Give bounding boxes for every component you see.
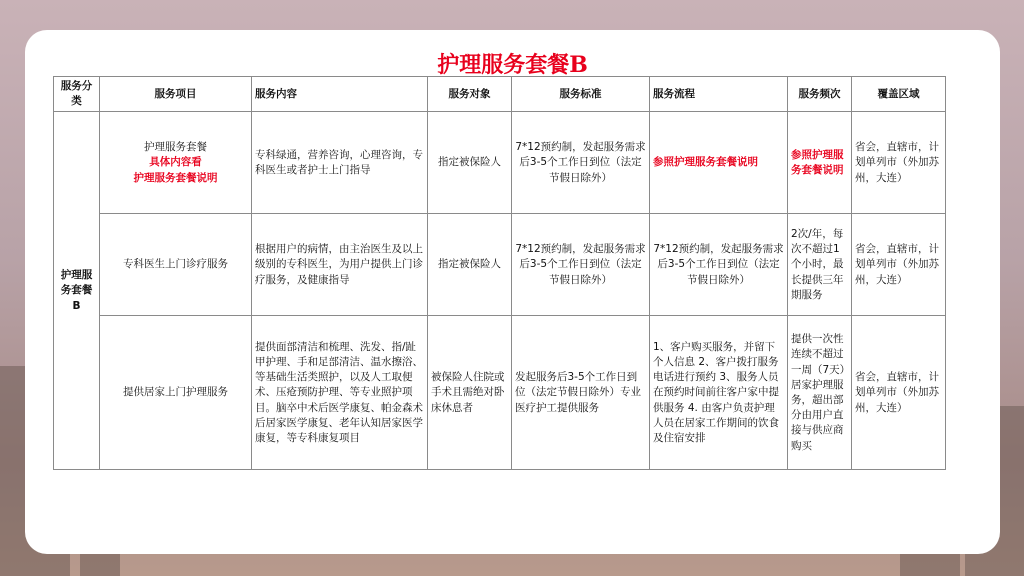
frequency-cell: 参照护理服务套餐说明 xyxy=(788,112,852,214)
header-process: 服务流程 xyxy=(650,77,788,112)
region-cell: 省会，直辖市，计划单列市（外加苏州，大连） xyxy=(852,112,946,214)
table-header-row xyxy=(54,77,946,112)
region-cell: 省会，直辖市，计划单列市（外加苏州，大连） xyxy=(852,316,946,470)
standard-cell: 7*12预约制，发起服务需求后3-5个工作日到位（法定节假日除外） xyxy=(512,214,650,316)
table-row xyxy=(54,316,946,470)
frequency-cell: 2次/年，每次不超过1个小时，最长提供三年期服务 xyxy=(788,214,852,316)
item-name: 护理服务套餐 xyxy=(144,141,207,154)
content-cell: 根据用户的病情，由主治医生及以上级别的专科医生，为用户提供上门诊疗服务，及健康指导 xyxy=(252,214,428,316)
target-cell: 被保险人住院或手术且需绝对卧床休息者 xyxy=(428,316,512,470)
header-item: 服务项目 xyxy=(100,77,252,112)
item-cell: 专科医生上门诊疗服务 xyxy=(100,214,252,316)
target-cell: 指定被保险人 xyxy=(428,112,512,214)
page-title: 护理服务套餐B xyxy=(437,52,588,78)
process-cell: 参照护理服务套餐说明 xyxy=(650,112,788,214)
standard-cell: 发起服务后3-5个工作日到位（法定节假日除外）专业医疗护工提供服务 xyxy=(512,316,650,470)
header-frequency: 服务频次 xyxy=(788,77,852,112)
item-note-link: 护理服务套餐说明 xyxy=(133,171,218,184)
service-table xyxy=(53,76,946,470)
standard-cell: 7*12预约制，发起服务需求后3-5个工作日到位（法定节假日除外） xyxy=(512,112,650,214)
content-cell: 提供面部清洁和梳理、洗发、指/趾甲护理、手和足部清洁、温水擦浴、等基础生活类照护，以及人工取便术、压疮预防护理、等专业照护项目。脑卒中术后医学康复、帕金森术后居家医学康复、老年认知居家医学康复，等专科康复项目 xyxy=(252,316,428,470)
header-target: 服务对象 xyxy=(428,77,512,112)
process-cell: 1、客户购买服务，并留下个人信息 2、客户拨打服务电话进行预约 3、服务人员在预约时间前往客户家中提供服务 4. 由客户负责护理人员在居家工作期间的饮食及住宿安排 xyxy=(650,316,788,470)
table-row xyxy=(54,214,946,316)
header-category: 服务分类 xyxy=(54,77,100,112)
frequency-cell: 提供一次性连续不超过一周（7天）居家护理服务，超出部分由用户直接与供应商购买 xyxy=(788,316,852,470)
category-cell: 护理服务套餐B xyxy=(54,112,100,470)
target-cell: 指定被保险人 xyxy=(428,214,512,316)
region-cell: 省会，直辖市，计划单列市（外加苏州，大连） xyxy=(852,214,946,316)
header-content: 服务内容 xyxy=(252,77,428,112)
content-cell: 专科绿通，营养咨询，心理咨询，专科医生或者护士上门指导 xyxy=(252,112,428,214)
table-row xyxy=(54,112,946,214)
item-cell: 提供居家上门护理服务 xyxy=(100,316,252,470)
process-cell: 7*12预约制，发起服务需求后3-5个工作日到位（法定节假日除外） xyxy=(650,214,788,316)
item-note: 具体内容看 xyxy=(149,156,202,169)
item-cell xyxy=(100,112,252,214)
header-region: 覆盖区域 xyxy=(852,77,946,112)
header-standard: 服务标准 xyxy=(512,77,650,112)
